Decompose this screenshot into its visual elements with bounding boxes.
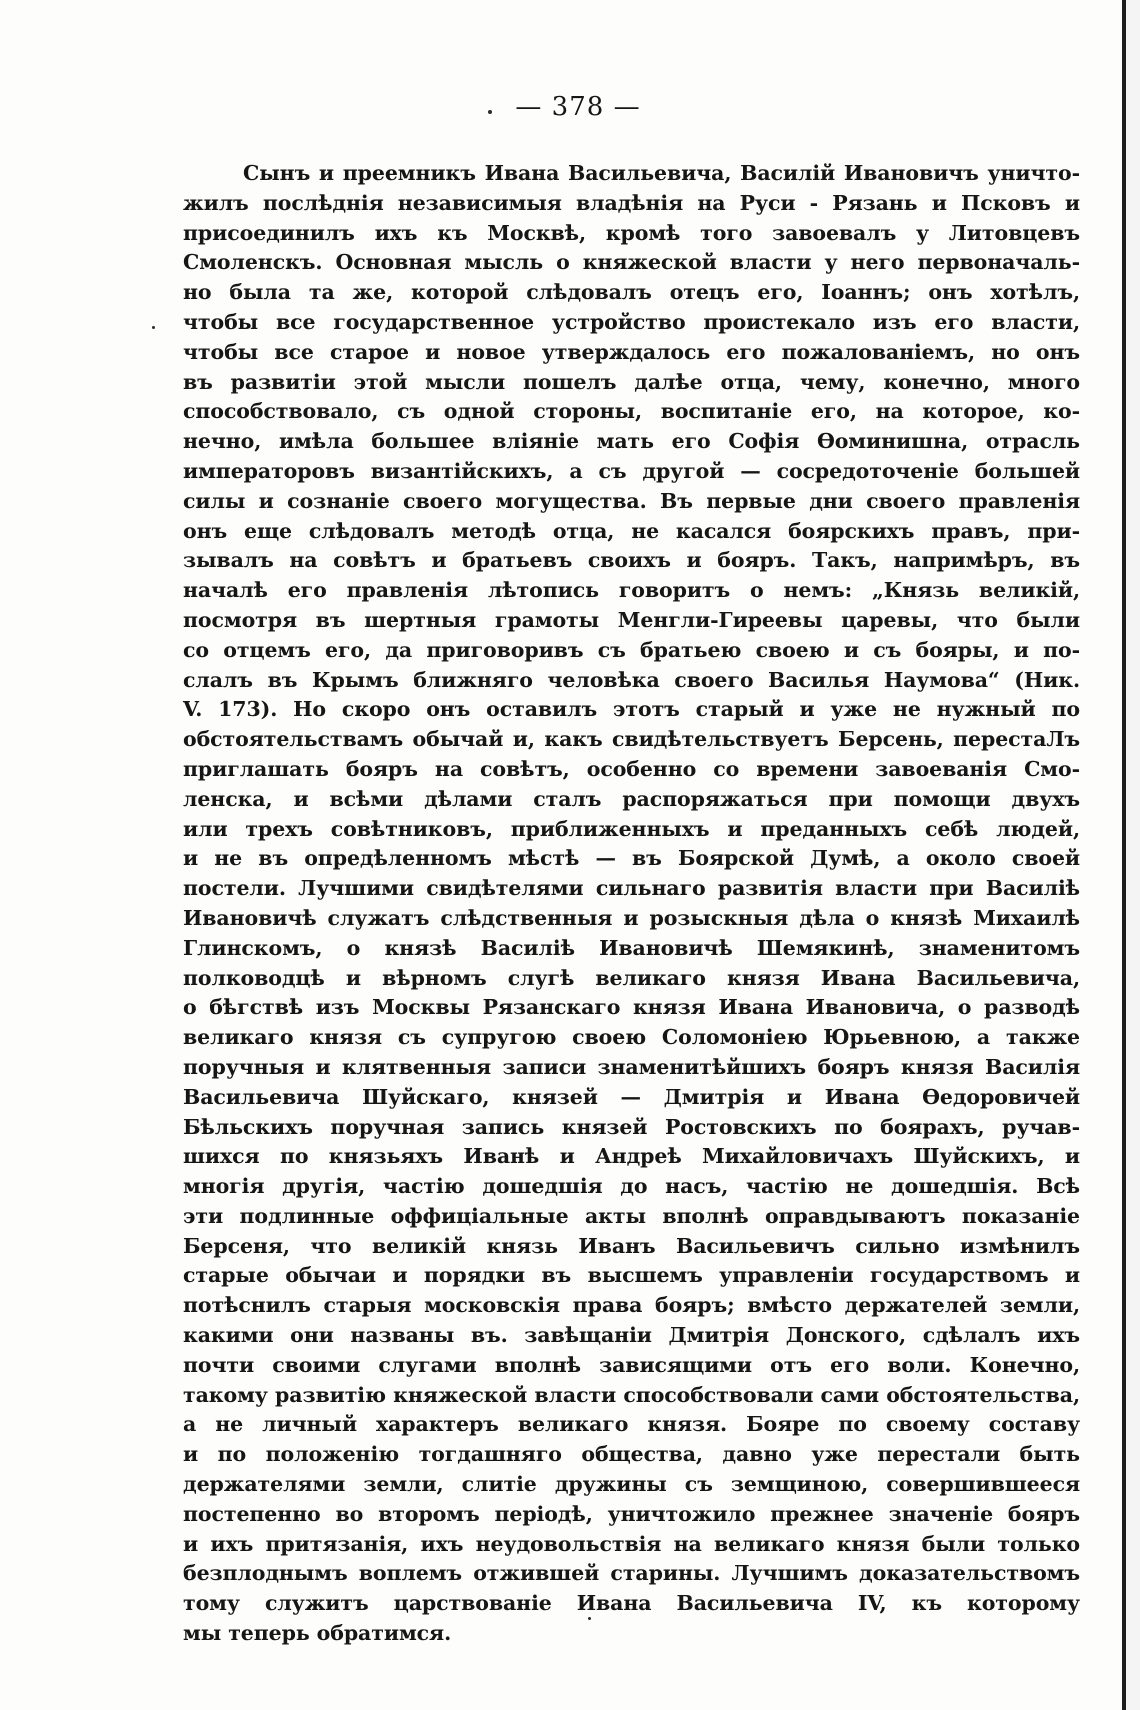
text-line: посмотря въ шертныя грамоты Менгли-Гиреевы царевы, что были bbox=[183, 607, 1080, 632]
text-line: жилъ послѣднія независимыя владѣнія на Руси - Рязань и Псковъ и bbox=[183, 190, 1080, 215]
text-line: приглашать бояръ на совѣтъ, особенно со времени завоеванія Смо- bbox=[183, 756, 1080, 781]
text-line: ленска, и всѣми дѣлами сталъ распоряжаться при помощи двухъ bbox=[183, 786, 1080, 811]
text-line: какими они названы въ. завѣщаніи Дмитрія Донского, сдѣлалъ ихъ bbox=[183, 1323, 1080, 1348]
text-line: держателями земли, слитіе дружины съ земщиною, совершившееся bbox=[183, 1472, 1080, 1497]
text-line: поручныя и клятвенныя записи знаменитѣйшихъ бояръ князя Василія bbox=[183, 1054, 1080, 1079]
text-line: но была та же, которой слѣдовалъ отецъ его, Іоаннъ; онъ хотѣлъ, bbox=[183, 280, 1080, 305]
ink-speck bbox=[152, 326, 155, 329]
text-line: постепенно во второмъ періодѣ, уничтожило прежнее значеніе бояръ bbox=[183, 1501, 1080, 1526]
text-line: и не въ опредѣленномъ мѣстѣ — въ Боярской Думѣ, а около своей bbox=[183, 846, 1080, 871]
text-line: почти своими слугами вполнѣ зависящими отъ его воли. Конечно, bbox=[183, 1352, 1080, 1377]
text-line: императоровъ византійскихъ, а съ другой — сосредоточеніе большей bbox=[183, 458, 1080, 483]
text-line: Васильевича Шуйскаго, князей — Дмитрія и Ивана Ѳедоровичей bbox=[183, 1084, 1080, 1109]
text-line: Смоленскъ. Основная мысль о княжеской власти у него первоначаль- bbox=[183, 250, 1080, 275]
text-line: полководцѣ и вѣрномъ слугѣ великаго князя Ивана Васильевича, bbox=[183, 965, 1080, 990]
text-line: Глинскомъ, о князѣ Василіѣ Ивановичѣ Шемякинѣ, знаменитомъ bbox=[183, 935, 1080, 960]
text-line: обстоятельствамъ обычай и, какъ свидѣтельствуетъ Берсень, перестаЛъ bbox=[183, 727, 1080, 752]
text-line: V. 173). Но скоро онъ оставилъ этотъ старый и уже не нужный по bbox=[183, 697, 1080, 722]
scan-margin bbox=[1126, 0, 1140, 1710]
text-line: тому служитъ царствованіе Ивана Васильевича IV, къ которому bbox=[183, 1591, 1080, 1616]
text-line: потѣснилъ старыя московскія права бояръ; вмѣсто держателей земли, bbox=[183, 1293, 1080, 1318]
text-line: или трехъ совѣтниковъ, приближенныхъ и преданныхъ себѣ людей, bbox=[183, 816, 1080, 841]
text-line: онъ еще слѣдовалъ методѣ отца, не касался боярскихъ правъ, при- bbox=[183, 518, 1080, 543]
text-line: и ихъ притязанія, ихъ неудовольствія на великаго князя были только bbox=[183, 1531, 1080, 1556]
text-line: эти подлинные оффиціальные акты вполнѣ оправдываютъ показаніе bbox=[183, 1203, 1080, 1228]
page-number: — 378 — bbox=[515, 92, 641, 122]
text-line: многія другія, частію дошедшія до насъ, частію не дошедшія. Всѣ bbox=[183, 1174, 1080, 1199]
text-line: въ развитіи этой мысли пошелъ далѣе отца, чему, конечно, много bbox=[183, 369, 1080, 394]
text-line: способствовало, съ одной стороны, воспитаніе его, на которое, ко- bbox=[183, 399, 1080, 424]
text-line: старые обычаи и порядки въ высшемъ управленіи государствомъ и bbox=[183, 1263, 1080, 1288]
text-line: силы и сознаніе своего могущества. Въ первые дни своего правленія bbox=[183, 488, 1080, 513]
text-line: слалъ въ Крымъ ближняго человѣка своего Василья Наумова“ (Ник. bbox=[183, 667, 1080, 692]
text-line: такому развитію княжеской власти способствовали сами обстоятельства, bbox=[183, 1382, 1080, 1407]
text-line: Берсеня, что великій князь Иванъ Васильевичъ сильно измѣнилъ bbox=[183, 1233, 1080, 1258]
text-line: присоединилъ ихъ къ Москвѣ, кромѣ того завоевалъ у Литовцевъ bbox=[183, 220, 1080, 245]
text-line: зывалъ на совѣтъ и братьевъ своихъ и бояръ. Такъ, напримѣръ, въ bbox=[183, 548, 1080, 573]
text-line: великаго князя съ супругою своею Соломоніею Юрьевною, а также bbox=[183, 1025, 1080, 1050]
text-line: Сынъ и преемникъ Ивана Васильевича, Василій Ивановичъ уничто- bbox=[243, 161, 1080, 185]
text-line: постели. Лучшими свидѣтелями сильнаго развитія власти при Василіѣ bbox=[183, 876, 1080, 901]
text-line: и по положенію тогдашняго общества, давно уже перестали быть bbox=[183, 1442, 1080, 1467]
text-line: со отцемъ его, да приговоривъ съ братьею своею и съ бояры, и по- bbox=[183, 637, 1080, 662]
text-line: Бѣльскихъ поручная запись князей Ростовскихъ по бояpахъ, ручав- bbox=[183, 1114, 1080, 1139]
text-line: началѣ его правленія лѣтопись говоритъ о немъ: „Князь великій, bbox=[183, 578, 1080, 603]
paragraph bbox=[183, 159, 1080, 1649]
text-line: шихся по князьяхъ Иванѣ и Андреѣ Михайловичахъ Шуйскихъ, и bbox=[183, 1144, 1080, 1169]
text-line: а не личный характеръ великаго князя. Бояре по своему составу bbox=[183, 1412, 1080, 1437]
text-line: о бѣгствѣ изъ Москвы Рязанскаго князя Ивана Ивановича, о разводѣ bbox=[183, 995, 1080, 1020]
text-line: чтобы все государственное устройство проистекало изъ его власти, bbox=[183, 309, 1080, 334]
text-line: чтобы все старое и новое утверждалось его пожалованіемъ, но онъ bbox=[183, 339, 1080, 364]
text-line: безплоднымъ воплемъ отжившей старины. Лучшимъ доказательствомъ bbox=[183, 1561, 1080, 1586]
text-line: мы теперь обратимся. bbox=[183, 1621, 452, 1646]
text-line: Ивановичѣ служатъ слѣдственныя и розыскныя дѣла о князѣ Михаилѣ bbox=[183, 905, 1080, 930]
text-line: нечно, имѣла большее вліяніе мать его Софія Ѳоминишна, отрасль bbox=[183, 429, 1080, 454]
